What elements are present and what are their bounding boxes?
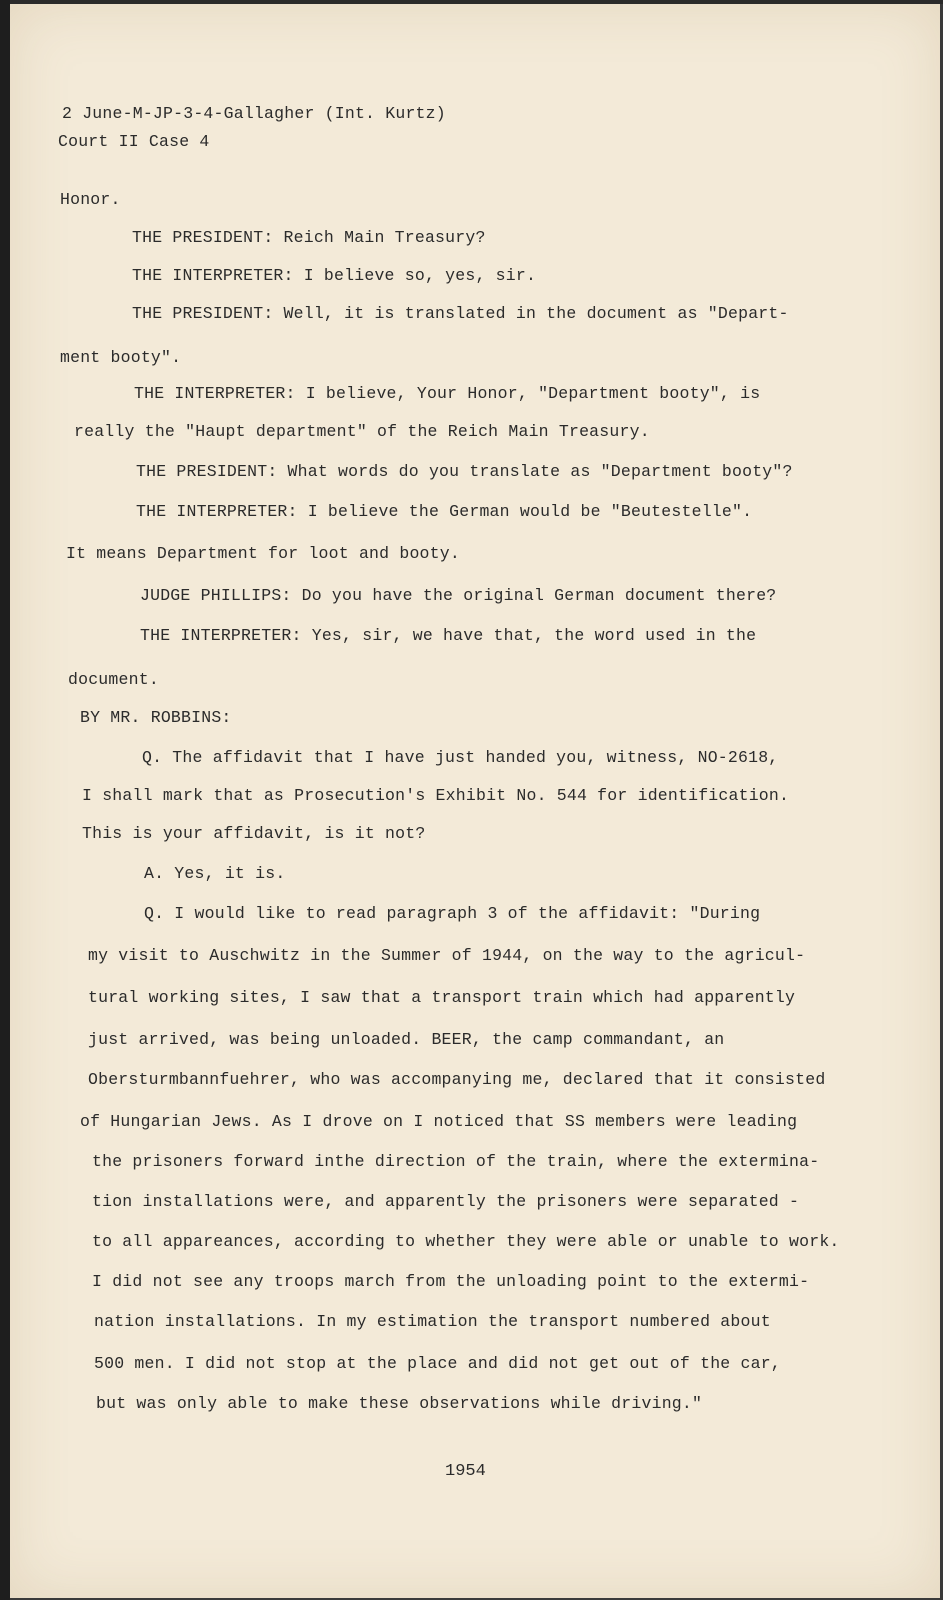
header-line-1: 2 June-M-JP-3-4-Gallagher (Int. Kurtz) (62, 104, 446, 123)
text-line: THE INTERPRETER: Yes, sir, we have that, the word used in the (140, 626, 757, 645)
text-line: 500 men. I did not stop at the place and did not get out of the car, (94, 1354, 781, 1373)
text-line: I shall mark that as Prosecution's Exhibit No. 544 for identification. (82, 786, 790, 805)
text-line: THE PRESIDENT: Well, it is translated in the document as "Depart- (132, 304, 789, 323)
page-number: 1954 (445, 1462, 486, 1481)
text-line: BY MR. ROBBINS: (80, 708, 232, 727)
text-line: ment booty". (60, 348, 182, 367)
text-line: THE PRESIDENT: What words do you translate as "Department booty"? (136, 462, 793, 481)
text-line: THE INTERPRETER: I believe, Your Honor, "Department booty", is (134, 384, 761, 403)
text-line: tion installations were, and apparently the prisoners were separated - (92, 1192, 800, 1211)
text-line: of Hungarian Jews. As I drove on I noticed that SS members were leading (80, 1112, 798, 1131)
text-line: but was only able to make these observations while driving." (96, 1394, 703, 1413)
text-line: really the "Haupt department" of the Reich Main Treasury. (74, 422, 650, 441)
text-line: just arrived, was being unloaded. BEER, the camp commandant, an (88, 1030, 725, 1049)
text-line: Honor. (60, 190, 121, 209)
text-line: Q. I would like to read paragraph 3 of the affidavit: "During (144, 904, 761, 923)
text-line: the prisoners forward inthe direction of the train, where the extermina- (92, 1152, 820, 1171)
document-page (10, 4, 940, 1598)
text-line: A. Yes, it is. (144, 864, 286, 883)
text-line: THE PRESIDENT: Reich Main Treasury? (132, 228, 486, 247)
text-line: my visit to Auschwitz in the Summer of 1944, on the way to the agricul- (88, 946, 806, 965)
text-line: document. (68, 670, 159, 689)
text-line: JUDGE PHILLIPS: Do you have the original German document there? (140, 586, 777, 605)
scan-edge-left (0, 0, 10, 1600)
text-line: Q. The affidavit that I have just handed you, witness, NO-2618, (142, 748, 779, 767)
text-line: I did not see any troops march from the unloading point to the extermi- (92, 1272, 810, 1291)
text-line: THE INTERPRETER: I believe the German would be "Beutestelle". (136, 502, 753, 521)
text-line: It means Department for loot and booty. (66, 544, 460, 563)
text-line: This is your affidavit, is it not? (82, 824, 426, 843)
header-line-2: Court II Case 4 (58, 132, 210, 151)
text-line: THE INTERPRETER: I believe so, yes, sir. (132, 266, 537, 285)
text-line: to all appareances, according to whether they were able or unable to work. (92, 1232, 840, 1251)
text-line: nation installations. In my estimation the transport numbered about (94, 1312, 771, 1331)
text-line: Obersturmbannfuehrer, who was accompanying me, declared that it consisted (88, 1070, 826, 1089)
text-line: tural working sites, I saw that a transport train which had apparently (88, 988, 796, 1007)
